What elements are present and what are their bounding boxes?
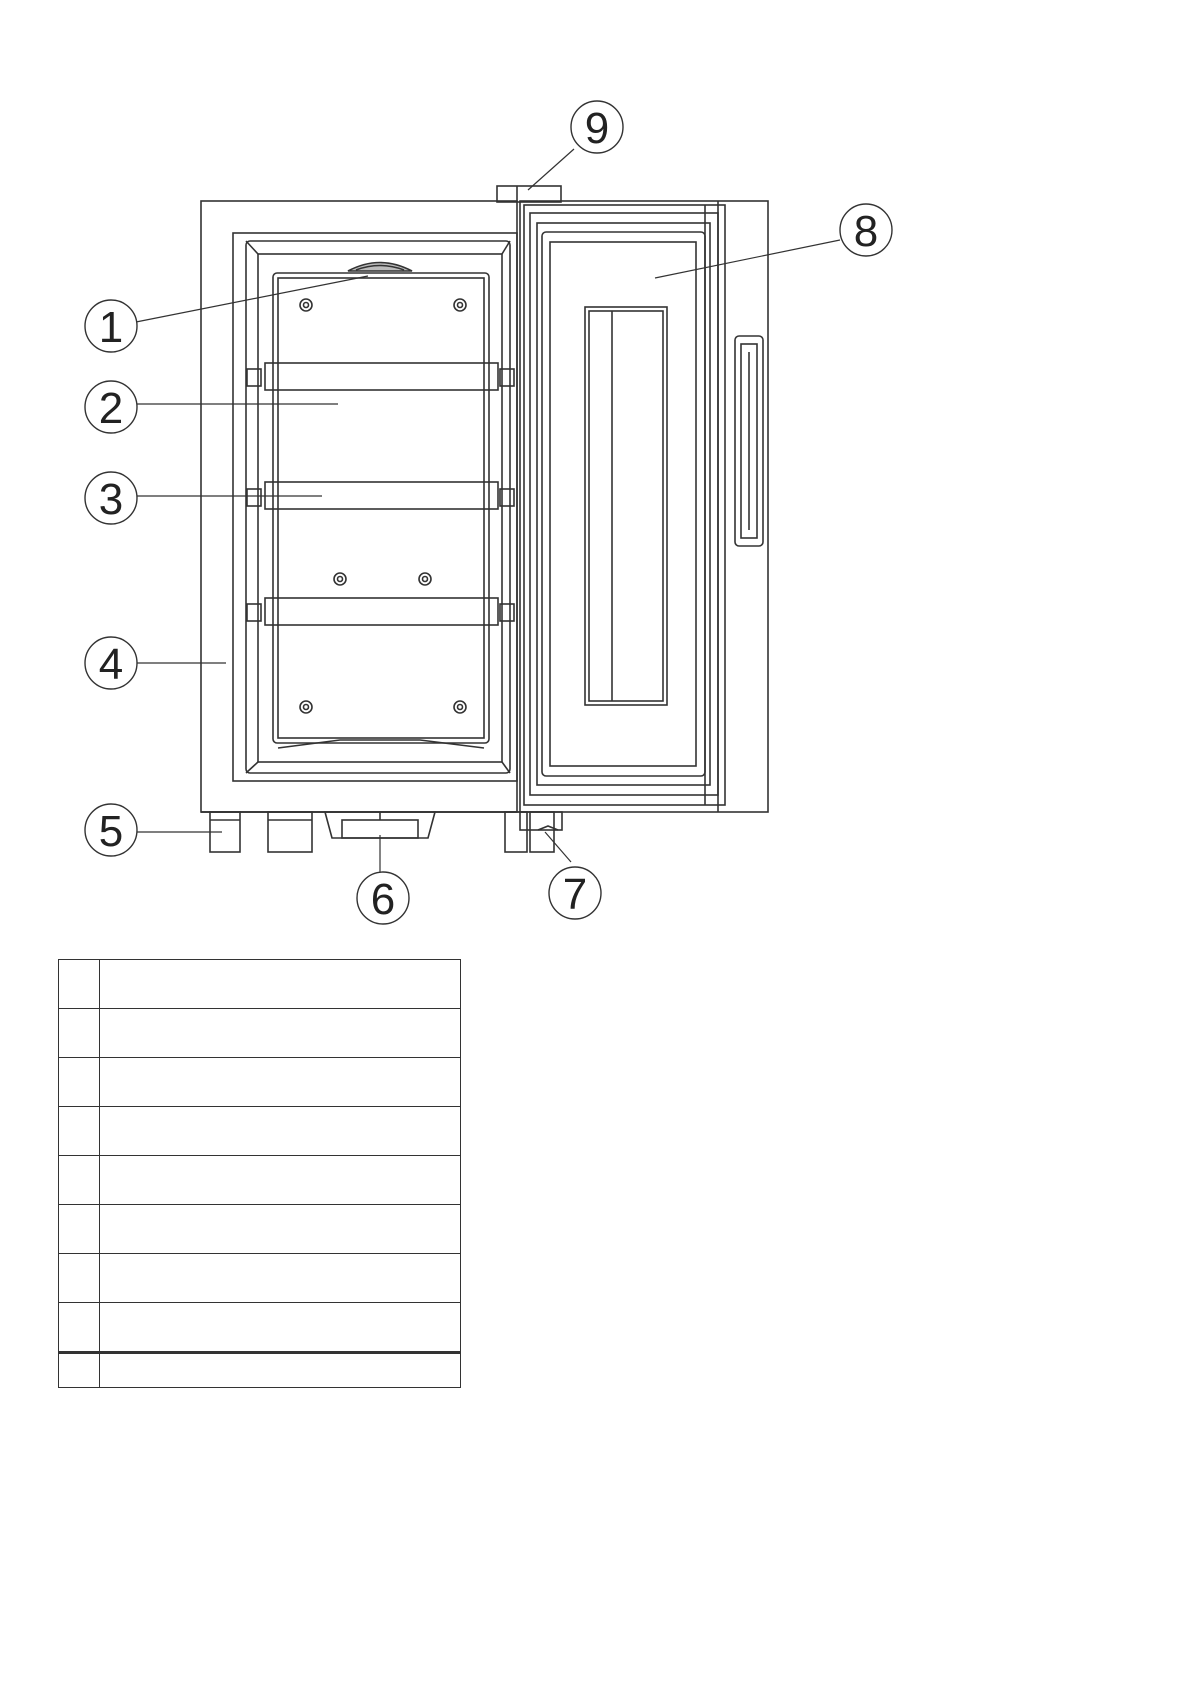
- callout-3-label: 3: [98, 475, 124, 524]
- back-panel-screws: [300, 299, 466, 713]
- part-number-cell: [59, 1205, 100, 1254]
- part-description-cell: [100, 1058, 461, 1107]
- callout-4: [85, 637, 137, 689]
- part-number-cell: [59, 1156, 100, 1205]
- part-description-cell: [100, 1205, 461, 1254]
- parts-legend-table: [58, 959, 461, 1388]
- callout-6-label: 6: [370, 875, 396, 924]
- shelf-upper: [247, 363, 514, 390]
- table-row: [59, 960, 461, 1009]
- table-row: [59, 1009, 461, 1058]
- part-description-cell: [100, 1303, 461, 1353]
- part-number-cell: [59, 1353, 100, 1388]
- table-row: [59, 1205, 461, 1254]
- callout-3: [85, 472, 137, 524]
- door-handle: [735, 336, 763, 546]
- callout-8: [840, 204, 892, 256]
- interior-light: [348, 263, 412, 272]
- part-description-cell: [100, 960, 461, 1009]
- door: [520, 201, 768, 812]
- part-description-cell: [100, 1107, 461, 1156]
- callout-2-label: 2: [98, 384, 124, 433]
- table-row: [59, 1058, 461, 1107]
- callout-5: [85, 804, 137, 856]
- callout-5-label: 5: [98, 807, 124, 856]
- callout-1: [85, 300, 137, 352]
- part-number-cell: [59, 1254, 100, 1303]
- part-description-cell: [100, 1156, 461, 1205]
- part-number-cell: [59, 1107, 100, 1156]
- callout-7-label: 7: [562, 870, 588, 919]
- part-description-cell: [100, 1353, 461, 1388]
- drip-tray: [278, 740, 484, 748]
- part-number-cell: [59, 1009, 100, 1058]
- door-glass-window: [585, 307, 667, 705]
- shelf-lower: [247, 598, 514, 625]
- table-row: [59, 1156, 461, 1205]
- callout-6: [357, 872, 409, 924]
- part-number-cell: [59, 1303, 100, 1353]
- callout-2: [85, 381, 137, 433]
- callout-1-label: 1: [98, 303, 124, 352]
- table-row: [59, 1303, 461, 1353]
- callout-8-label: 8: [853, 207, 879, 256]
- part-number-cell: [59, 1058, 100, 1107]
- table-row: [59, 1353, 461, 1388]
- part-description-cell: [100, 1009, 461, 1058]
- callout-9-label: 9: [584, 104, 610, 153]
- callout-9: [571, 101, 623, 153]
- callout-4-label: 4: [98, 640, 124, 689]
- compressor-housing: [325, 812, 435, 838]
- part-number-cell: [59, 960, 100, 1009]
- table-row: [59, 1254, 461, 1303]
- callout-7: [549, 867, 601, 919]
- part-description-cell: [100, 1254, 461, 1303]
- table-row: [59, 1107, 461, 1156]
- leveling-feet: [210, 812, 554, 852]
